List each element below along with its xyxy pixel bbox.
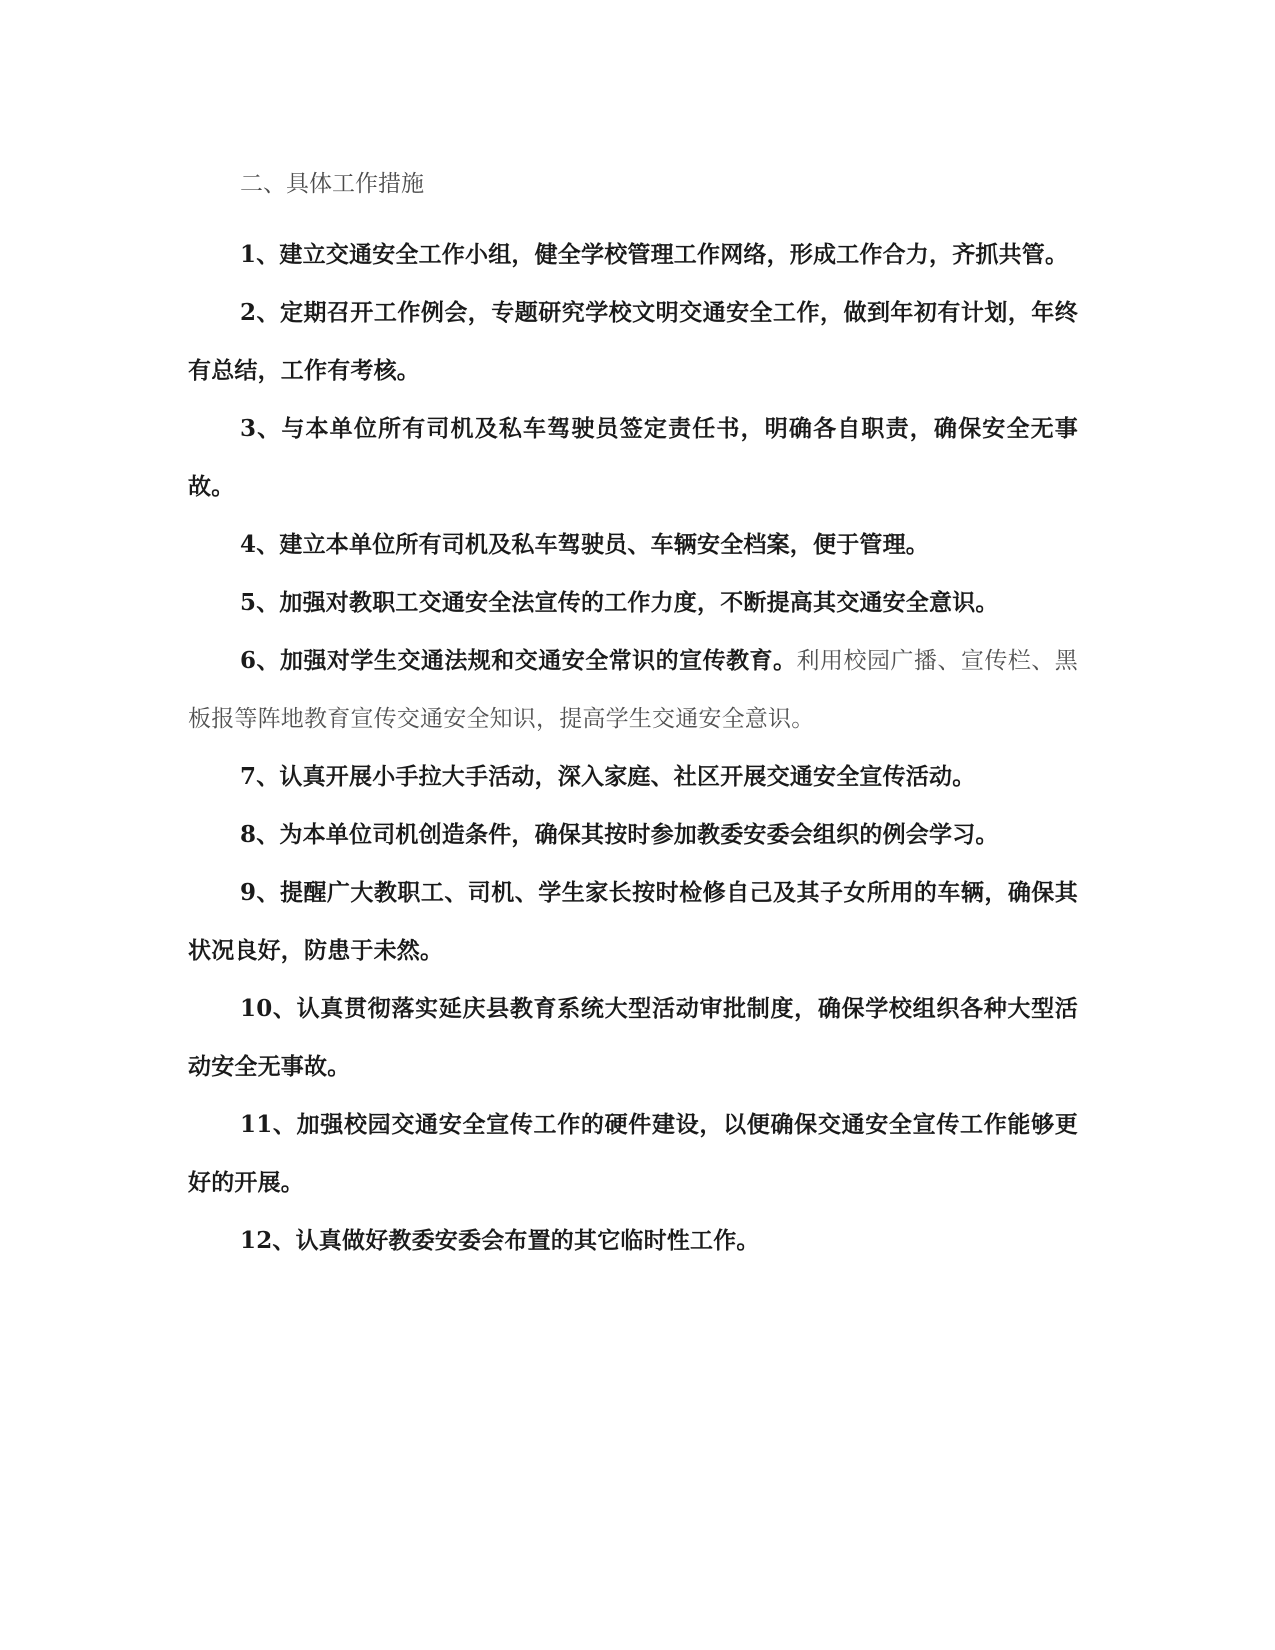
measure-text: 1、建立交通安全工作小组，健全学校管理工作网络，形成工作合力，齐抓共管。 xyxy=(240,241,1069,268)
measure-text: 2、定期召开工作例会，专题研究学校文明交通安全工作，做到年初有计划，年终有总结，工作有考核。 xyxy=(188,299,1078,384)
measure-text: 7、认真开展小手拉大手活动，深入家庭、社区开展交通安全宣传活动。 xyxy=(240,763,976,790)
measure-text: 10、认真贯彻落实延庆县教育系统大型活动审批制度，确保学校组织各种大型活动安全无事故。 xyxy=(188,995,1078,1080)
measure-text: 9、提醒广大教职工、司机、学生家长按时检修自己及其子女所用的车辆，确保其状况良好，防患于未然。 xyxy=(188,879,1078,964)
document-body xyxy=(188,168,1078,1270)
measure-item-12 xyxy=(188,1212,1078,1270)
measure-text: 4、建立本单位所有司机及私车驾驶员、车辆安全档案，便于管理。 xyxy=(240,531,930,558)
measure-item-4 xyxy=(188,516,1078,574)
measure-text: 8、为本单位司机创造条件，确保其按时参加教委安委会组织的例会学习。 xyxy=(240,821,999,848)
measure-item-8 xyxy=(188,806,1078,864)
measure-text: 3、与本单位所有司机及私车驾驶员签定责任书，明确各自职责，确保安全无事故。 xyxy=(188,415,1078,500)
measure-item-1 xyxy=(188,226,1078,284)
measure-item-11 xyxy=(188,1096,1078,1212)
measure-text-continued: 利用校园广播、宣传栏、黑板报等阵地教育宣传交通安全知识，提高学生交通安全意识。 xyxy=(188,648,1078,732)
measure-item-3 xyxy=(188,400,1078,516)
measure-text: 6、加强对学生交通法规和交通安全常识的宣传教育。 xyxy=(240,647,797,674)
measure-item-7 xyxy=(188,748,1078,806)
section-heading: 二、具体工作措施 xyxy=(240,171,424,197)
measure-item-5 xyxy=(188,574,1078,632)
measure-item-9 xyxy=(188,864,1078,980)
measure-item-6 xyxy=(188,632,1078,748)
measure-text: 11、加强校园交通安全宣传工作的硬件建设，以便确保交通安全宣传工作能够更好的开展。 xyxy=(188,1111,1078,1196)
measure-item-2 xyxy=(188,284,1078,400)
measure-item-10 xyxy=(188,980,1078,1096)
measure-text: 12、认真做好教委安委会布置的其它临时性工作。 xyxy=(240,1227,760,1254)
measure-text: 5、加强对教职工交通安全法宣传的工作力度，不断提高其交通安全意识。 xyxy=(240,589,999,616)
